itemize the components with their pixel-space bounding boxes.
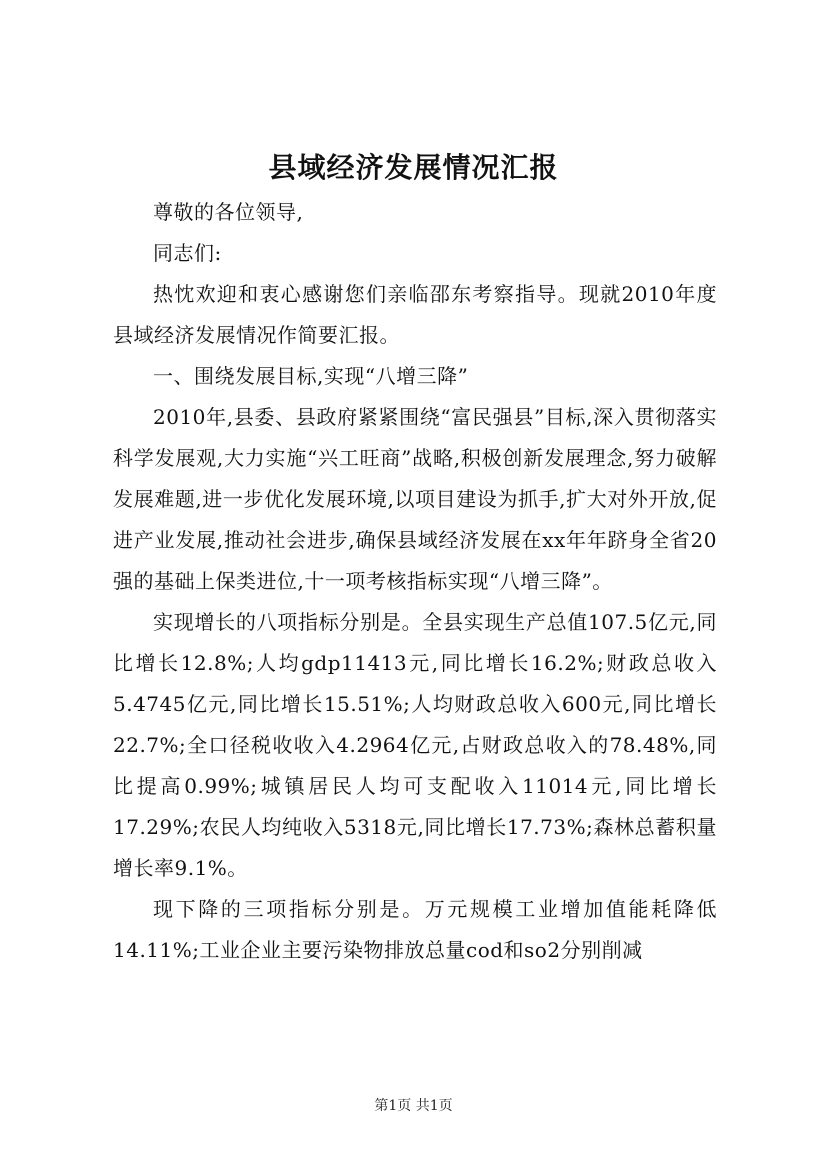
body-paragraph: 2010年,县委、县政府紧紧围绕“富民强县”目标,深入贯彻落实科学发展观,大力实施“兴工旺商”战略,积极创新发展理念,努力破解发展难题,进一步优化发展环境,以项目建设为抓手,扩大对外开放,促进产业发展,推动社会进步,确保县域经济发展在xx年年跻身全省20强的基础上保类进位,十一项考核指标实现“八增三降”。 xyxy=(113,405,717,593)
body-paragraph: 现下降的三项指标分别是。万元规模工业增加值能耗降低14.11%;工业企业主要污染物排放总量cod和so2分别削减 xyxy=(113,897,717,962)
salutation-leaders: 尊敬的各位领导, xyxy=(153,200,304,224)
salutation-comrades: 同志们: xyxy=(153,241,222,265)
document-body xyxy=(113,192,717,971)
document-title: 县域经济发展情况汇报 xyxy=(268,151,559,184)
section-heading: 一、围绕发展目标,实现“八增三降” xyxy=(153,364,469,388)
body-paragraph: 热忱欢迎和衷心感谢您们亲临邵东考察指导。现就2010年度县域经济发展情况作简要汇报。 xyxy=(113,282,717,347)
body-paragraph: 实现增长的八项指标分别是。全县实现生产总值107.5亿元,同比增长12.8%;人均gdp11413元,同比增长16.2%;财政总收入5.4745亿元,同比增长15.51%;人均财政总收入600元,同比增长22.7%;全口径税收收入4.2964亿元,占财政总收入的78.48%,同比提高0.99%;城镇居民人均可支配收入11014元,同比增长17.29%;农民人均纯收入5318元,同比增长17.73%;森林总蓄积量增长率9.1%。 xyxy=(113,610,717,880)
page-number-footer: 第1页 共1页 xyxy=(374,1098,453,1114)
